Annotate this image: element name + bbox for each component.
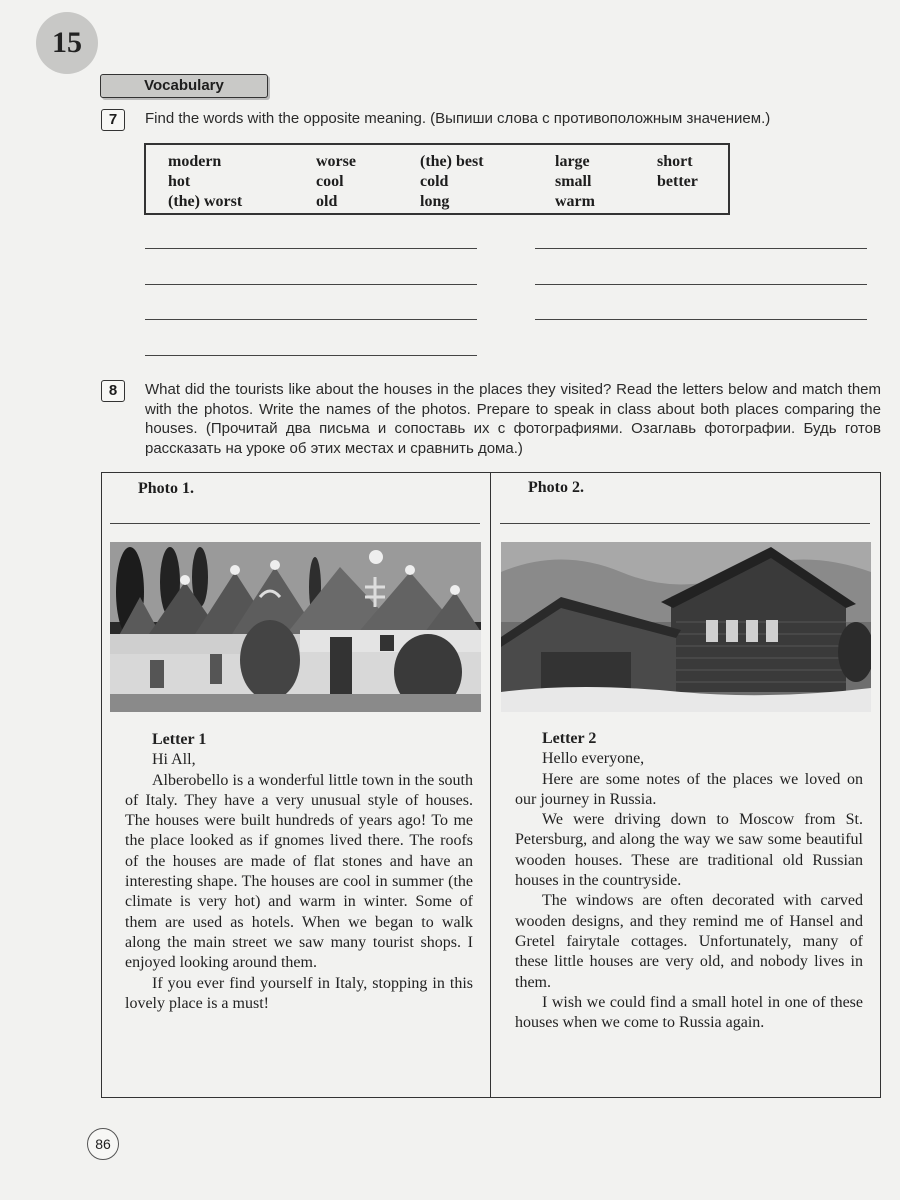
word-column-1 [168,152,242,212]
answer-line[interactable] [535,284,867,285]
answer-line[interactable] [145,355,477,356]
word: warm [555,193,595,210]
exercise-7-number: 7 [101,109,125,131]
word: better [657,173,698,190]
word: large [555,153,590,170]
letter-1-title: Letter 1 [152,731,207,748]
answer-line[interactable] [145,319,477,320]
word: (the) worst [168,193,243,210]
photo-1-trulli-houses [110,542,481,712]
word-column-2 [316,152,356,212]
word: worse [316,153,356,170]
word-column-5 [657,152,698,192]
letter-2-paragraph: The windows are often decorated with carved wooden designs, and they remind me of Hansel and Gretel fairytale cottages. Unfortunately, many of these little houses are very old, and nobody lives in them. [515,892,863,991]
answer-line[interactable] [535,248,867,249]
photo-1-label: Photo 1. [138,480,194,497]
word-column-4 [555,152,595,212]
letter-1-paragraph: If you ever find yourself in Italy, stopping in this lovely place is a must! [125,974,473,1012]
exercise-8-number: 8 [101,380,125,402]
answer-line[interactable] [145,284,477,285]
photo-2-label: Photo 2. [528,479,584,496]
table-divider [490,472,491,1098]
word: small [555,173,592,190]
letter-2-paragraph: Here are some notes of the places we loved on our journey in Russia. [515,770,863,808]
word: hot [168,173,191,190]
word: cold [420,173,449,190]
page-number: 86 [87,1128,119,1160]
letter-2-paragraph: We were driving down to Moscow from St. Petersburg, and along the way we saw some beautiful wooden houses. These are traditional old Russian houses in the countryside. [515,811,863,890]
exercise-8-instruction: What did the tourists like about the houses in the places they visited? Read the letters below and match them with the photos. Write the names of the photos. Prepare to speak in class about both places comparing the houses. (Прочитай два письма и сопоставь их с фотографиями. Озаглавь фотографии. Будь готов рассказать на уроке об этих местах и сравнить дома.) [145,381,881,457]
word: short [657,153,693,170]
unit-number-badge [36,12,98,74]
word: (the) best [420,153,484,170]
unit-number: 15 [52,26,82,59]
word-box [144,143,730,215]
answer-line[interactable] [145,248,477,249]
letter-1-paragraph: Alberobello is a wonderful little town in the south of Italy. They have a very unusual style of houses. The houses were built hundreds of years ago! To me the place looked as if gnomes lived there. The roofs of the houses are made of flat stones and have an interesting shape. The houses are cool in summer (the climate is very hot) and warm in winter. Some of them are used as hotels. When we began to walk along the main street we saw many tourist shops. I enjoyed looking around them. [125,771,473,972]
photo-2-wooden-house [501,542,871,712]
exercise-7-instruction: Find the words with the opposite meaning. (Выпиши слова с противоположным значением.) [145,110,771,127]
letter-2-greeting: Hello everyone, [542,750,645,768]
letter-1-greeting: Hi All, [152,751,196,769]
answer-line[interactable] [535,319,867,320]
word-column-3 [420,152,484,212]
photo-2-title-line[interactable] [500,523,870,524]
word: long [420,193,450,210]
word: old [316,193,338,210]
letter-2-paragraph: I wish we could find a small hotel in one of these houses when we come to Russia again. [515,993,863,1032]
photo-1-title-line[interactable] [110,523,480,524]
letter-2 [515,729,863,1033]
letter-1 [125,730,473,1014]
section-label: Vocabulary [100,74,268,98]
letter-2-title: Letter 2 [542,730,597,747]
word: cool [316,173,344,190]
word: modern [168,153,222,170]
